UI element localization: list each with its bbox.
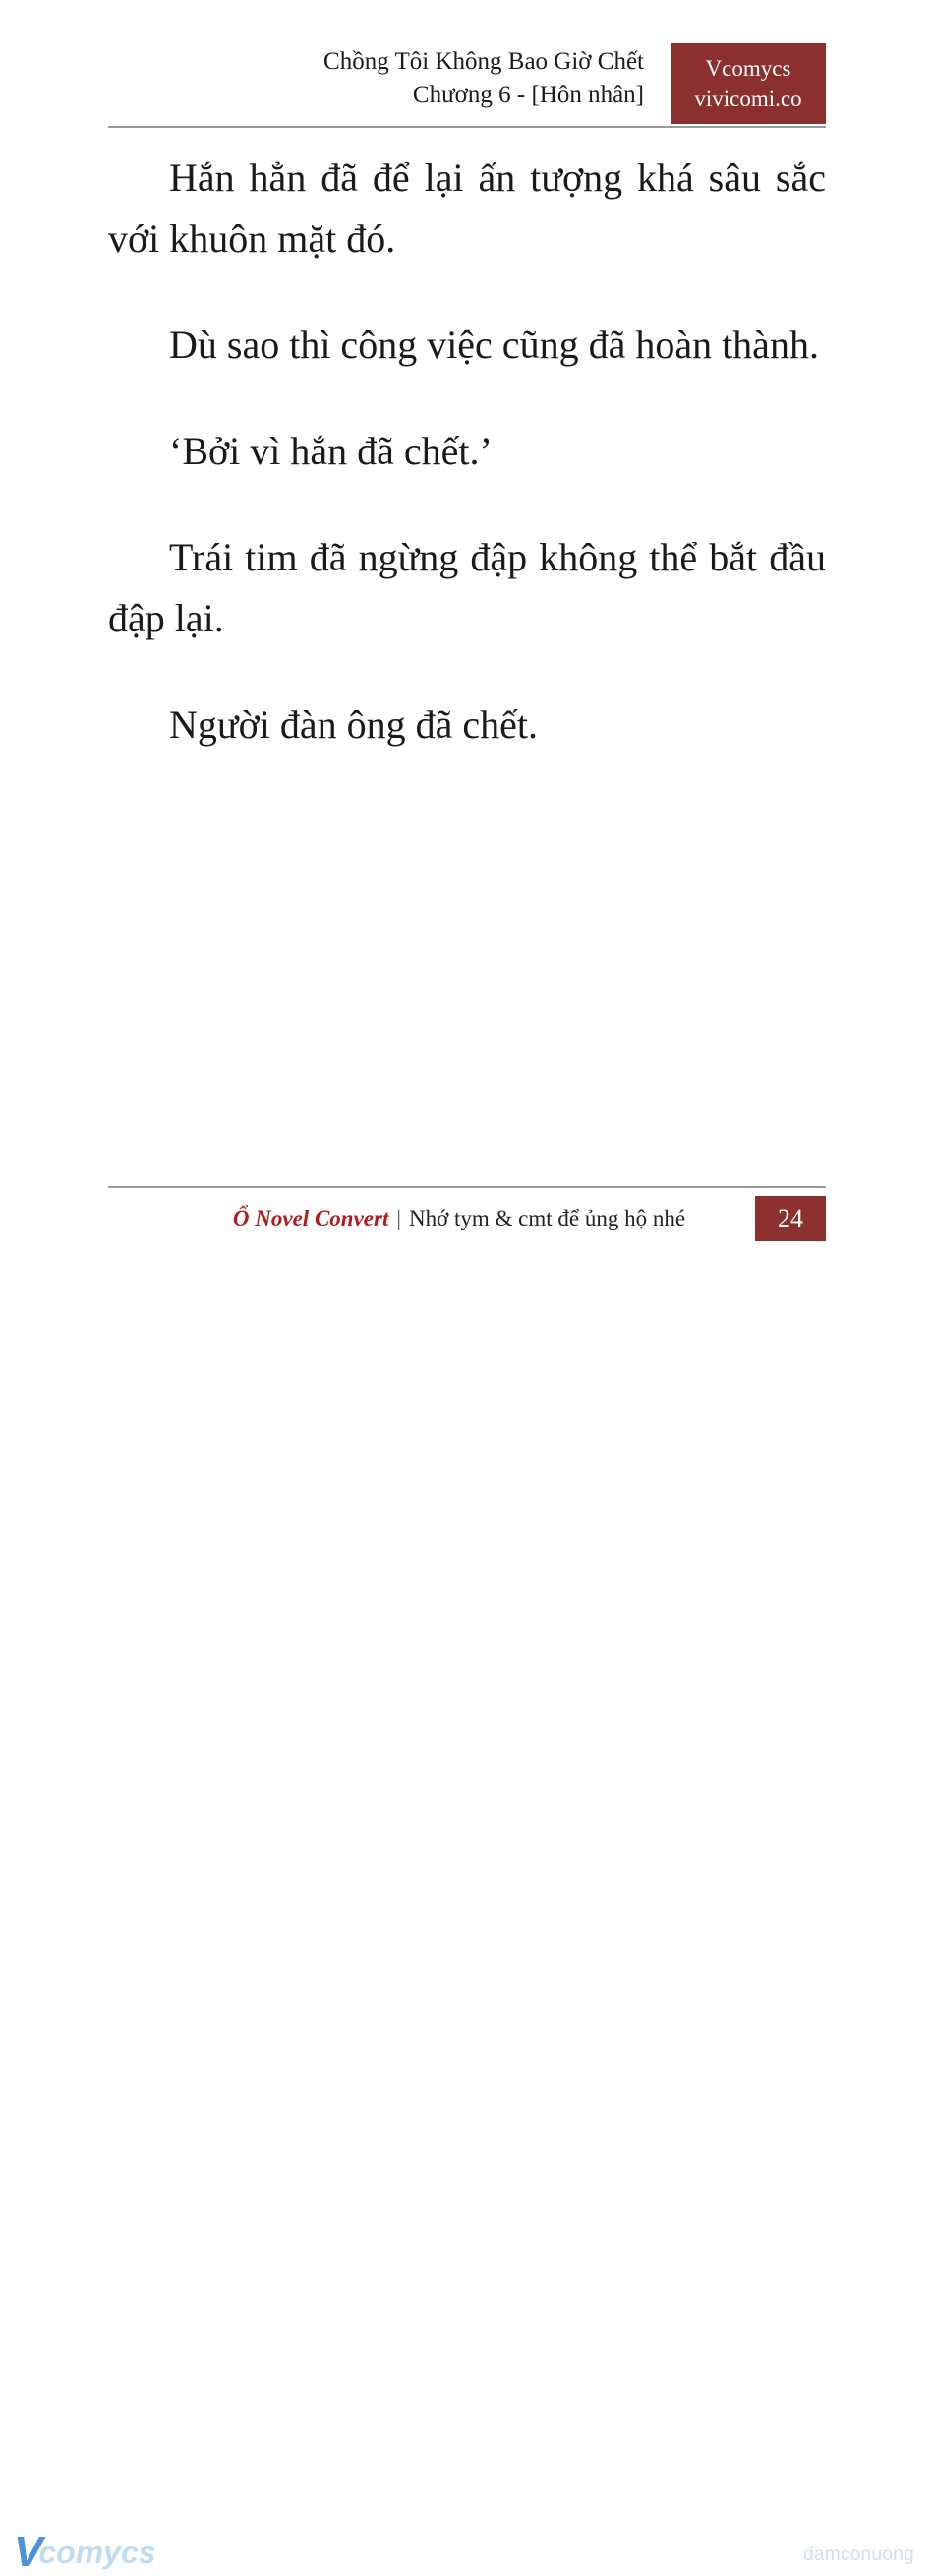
uploader-tag: damconuong bbox=[803, 2545, 914, 2565]
book-title: Chồng Tôi Không Bao Giờ Chết bbox=[323, 48, 644, 75]
paragraph: ‘Bởi vì hắn đã chết.’ bbox=[169, 429, 493, 473]
site-badge bbox=[671, 43, 826, 124]
site-badge-url: vivicomi.co bbox=[694, 87, 802, 111]
footer-divider bbox=[108, 1186, 826, 1188]
logo-letter-v: V bbox=[14, 2528, 43, 2576]
footer-brand: Ổ Novel Convert bbox=[232, 1206, 389, 1230]
paragraph: Hắn hẳn đã để lại ấn tượng khá sâu sắc với khuôn mặt đó. bbox=[108, 155, 826, 261]
page-content bbox=[108, 148, 826, 755]
footer-credit bbox=[233, 1206, 701, 1231]
header-title-block bbox=[323, 45, 644, 112]
header-divider bbox=[108, 126, 826, 128]
site-badge-name: Vcomycs bbox=[705, 55, 791, 81]
chapter-title: Chương 6 - [Hôn nhân] bbox=[412, 81, 644, 108]
footer-separator: | bbox=[396, 1206, 401, 1230]
paragraph: Trái tim đã ngừng đập không thể bắt đầu đập lại. bbox=[108, 535, 826, 640]
paragraph: Người đàn ông đã chết. bbox=[169, 702, 538, 747]
vcomycs-logo bbox=[14, 2529, 161, 2576]
page-footer bbox=[108, 1196, 826, 1241]
logo-text: comycs bbox=[38, 2535, 156, 2570]
page-header bbox=[108, 45, 826, 126]
footer-note: Nhớ tym & cmt để ủng hộ nhé bbox=[408, 1206, 686, 1230]
paragraph: Dù sao thì công việc cũng đã hoàn thành. bbox=[169, 323, 819, 367]
watermark-bar bbox=[0, 1262, 934, 2576]
page-number: 24 bbox=[755, 1196, 826, 1241]
